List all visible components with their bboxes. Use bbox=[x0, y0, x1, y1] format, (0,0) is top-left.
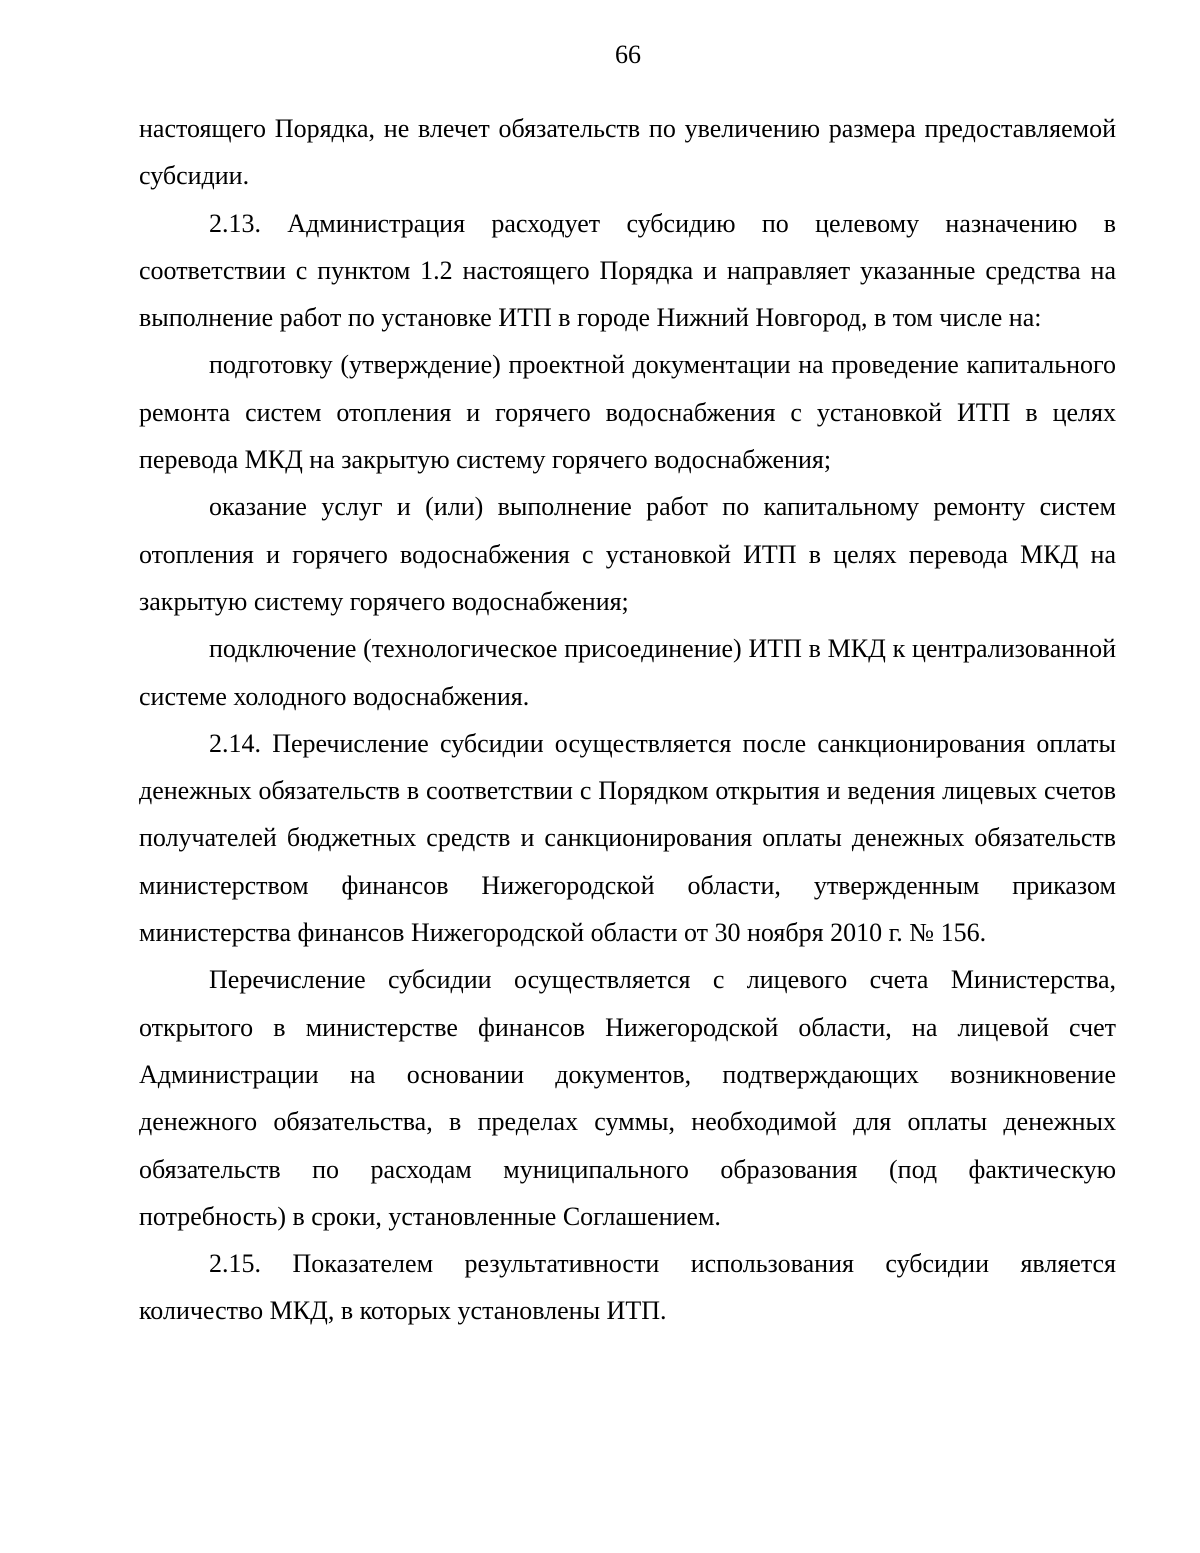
paragraph-continuation: настоящего Порядка, не влечет обязательств по увеличению размера предоставляемой субсидии. bbox=[139, 114, 1116, 191]
paragraph-2-14: 2.14. Перечисление субсидии осуществляется после санкционирования оплаты денежных обязательств в соответствии с Порядком открытия и ведения лицевых счетов получателей бюджетных средств и санкционирования оплаты денежных обязательств министерством финансов Нижегородской области, утвержденным приказом министерства финансов Нижегородской области от 30 ноября 2010 г. № 156. bbox=[139, 728, 1116, 948]
list-item-design-documentation: подготовку (утверждение) проектной документации на проведение капитального ремонта систем отопления и горячего водоснабжения с установкой ИТП в целях перевода МКД на закрытую систему горячего водоснабжения; bbox=[139, 350, 1116, 475]
list-item-repair-services: оказание услуг и (или) выполнение работ по капитальному ремонту систем отопления и горячего водоснабжения с установкой ИТП в целях перевода МКД на закрытую систему горячего водоснабжения; bbox=[139, 492, 1116, 616]
page-number: 66 bbox=[615, 40, 641, 69]
document-body bbox=[139, 105, 1116, 1335]
paragraph-subsidy-transfer: Перечисление субсидии осуществляется с лицевого счета Министерства, открытого в министерстве финансов Нижегородской области, на лицевой счет Администрации на основании документов, подтверждающих возникновение денежного обязательства, в пределах суммы, необходимой для оплаты денежных обязательств по расходам муниципального образования (под фактическую потребность) в сроки, установленные Соглашением. bbox=[139, 965, 1116, 1231]
list-item-connection: подключение (технологическое присоединение) ИТП в МКД к централизованной системе холодного водоснабжения. bbox=[139, 634, 1116, 711]
paragraph-2-13: 2.13. Администрация расходует субсидию по целевому назначению в соответствии с пунктом 1.2 настоящего Порядка и направляет указанные средства на выполнение работ по установке ИТП в городе Нижний Новгород, в том числе на: bbox=[139, 208, 1116, 333]
paragraph-2-15: 2.15. Показателем результативности использования субсидии является количество МКД, в которых установлены ИТП. bbox=[139, 1249, 1116, 1326]
